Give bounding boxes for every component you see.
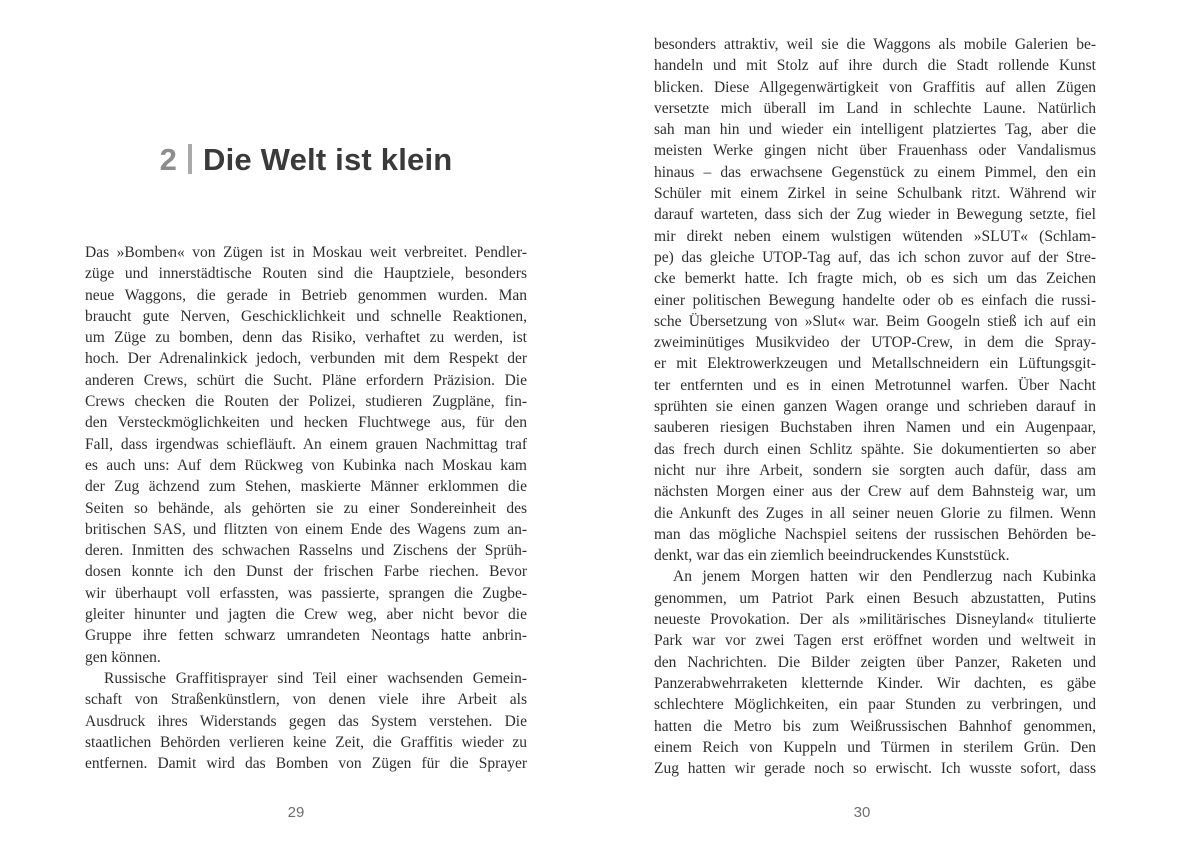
text-line: züge und innerstädtische Routen sind die Hauptziele, besonders bbox=[85, 265, 527, 283]
text-line: sprühten sie einen ganzen Wagen orange und schrieben darauf in bbox=[654, 398, 1096, 416]
text-line: Fall, dass irgendwas schiefläuft. An einem grauen Nachmittag traf bbox=[85, 435, 527, 453]
text-line: es auch uns: Auf dem Rückweg von Kubinka nach Moskau kam bbox=[85, 456, 527, 474]
text-line: gen können. bbox=[85, 648, 161, 666]
text-line: sche Übersetzung von »Slut« war. Beim Googeln stieß ich auf ein bbox=[654, 312, 1096, 330]
text-line: zweiminütiges Musikvideo der UTOP-Crew, in dem die Spray- bbox=[654, 334, 1096, 352]
text-line: Gruppe ihre fetten schwarz umrandeten Neontags hatte anbrin- bbox=[85, 627, 527, 645]
text-line: versetzte mich überall im Land in schlechte Laune. Natürlich bbox=[654, 99, 1096, 117]
text-line: mir direkt neben einem wulstigen wütenden »SLUT« (Schlam- bbox=[654, 227, 1096, 245]
chapter-number: 2 bbox=[159, 142, 178, 177]
left-page-number: 29 bbox=[287, 804, 305, 821]
text-line: Seiten so behände, als gehörten sie zu einer Sondereinheit des bbox=[85, 499, 527, 517]
text-line: neue Waggons, die gerade in Betrieb genommen wurden. Man bbox=[85, 286, 527, 304]
chapter-heading bbox=[85, 138, 527, 182]
left-page-body-text bbox=[85, 242, 527, 774]
text-line: gleiter hinunter und jagten die Crew weg, aber nicht bevor die bbox=[85, 606, 527, 624]
left-page bbox=[85, 0, 527, 854]
text-line: das frech durch einen Schlitz spähte. Sie dokumentierten so aber bbox=[654, 440, 1096, 458]
text-line: Panzerabwehrraketen kletternde Kinder. Wir dachten, es gäbe bbox=[654, 674, 1096, 692]
text-line: cke bemerkt hatte. Ich fragte mich, ob es sich um das Zeichen bbox=[654, 270, 1096, 288]
text-line: An jenem Morgen hatten wir den Pendlerzug nach Kubinka bbox=[673, 568, 1096, 586]
text-line: er mit Elektrowerkzeugen und Metallschneidern ein Lüftungsgit- bbox=[654, 355, 1096, 373]
text-line: nicht nur ihre Arbeit, sondern sie sorgten auch dafür, dass am bbox=[654, 461, 1096, 479]
text-line: britischen SAS, und flitzten von einem Ende des Wagens zum an- bbox=[85, 520, 527, 538]
text-line: neueste Provokation. Der als »militärisches Disneyland« titulierte bbox=[654, 611, 1096, 629]
text-line: pe) das gleiche UTOP-Tag auf, das ich schon zuvor auf der Stre- bbox=[654, 248, 1096, 266]
text-line: Russische Graffitisprayer sind Teil einer wachsenden Gemein- bbox=[104, 669, 527, 687]
text-line: schlechtere Möglichkeiten, ein paar Stunden zu verbringen, und bbox=[654, 696, 1096, 714]
text-line: staatlichen Behörden verlieren keine Zeit, die Graffitis wieder zu bbox=[85, 733, 527, 751]
right-page-number: 30 bbox=[853, 804, 871, 821]
text-line: wir überhaupt voll erfassten, was passierte, sprangen die Zugbe- bbox=[85, 584, 527, 602]
text-line: Park war vor zwei Tagen erst eröffnet worden und weltweit in bbox=[654, 632, 1096, 650]
text-line: darauf warteten, dass sich der Zug wieder in Bewegung setzte, fiel bbox=[654, 206, 1096, 224]
text-line: den Nachrichten. Die Bilder zeigten über Panzer, Raketen und bbox=[654, 653, 1096, 671]
text-line: entfernen. Damit wird das Bomben von Zügen für die Sprayer bbox=[85, 755, 527, 773]
text-line: besonders attraktiv, weil sie die Waggons als mobile Galerien be- bbox=[654, 36, 1096, 53]
text-line: die Ankunft des Zuges in all seiner neuen Glorie zu filmen. Wenn bbox=[654, 504, 1096, 522]
text-line: hoch. Der Adrenalinkick jedoch, verbunden mit dem Respekt der bbox=[85, 350, 527, 368]
text-line: Zug hatten wir gerade noch so erwischt. Ich wusste sofort, dass bbox=[654, 760, 1096, 778]
text-line: sah man hin und wieder ein intelligent platziertes Tag, aber die bbox=[654, 121, 1096, 139]
chapter-separator-bar bbox=[188, 144, 192, 174]
text-line: Schüler mit einem Zirkel in seine Schulbank ritzt. Während wir bbox=[654, 185, 1096, 203]
text-line: um Züge zu bomben, denn das Risiko, verhaftet zu werden, ist bbox=[85, 329, 527, 347]
text-line: der Zug ächzend zum Stehen, maskierte Männer erklommen die bbox=[85, 478, 527, 496]
text-line: hatten die Metro bis zum Weißrussischen Bahnhof genommen, bbox=[654, 717, 1096, 735]
text-line: anderen Crews, schürt die Sucht. Pläne erfordern Präzision. Die bbox=[85, 371, 527, 389]
right-page-body-text bbox=[654, 34, 1096, 779]
text-line: meisten Werke gingen nicht über Frauenhass oder Vandalismus bbox=[654, 142, 1096, 160]
text-line: Ausdruck ihres Widerstands gegen das System verstehen. Die bbox=[85, 712, 527, 730]
text-line: schaft von Straßenkünstlern, von denen viele ihre Arbeit als bbox=[85, 691, 527, 709]
text-line: denkt, war das ein ziemlich beeindruckendes Kunststück. bbox=[654, 547, 1010, 565]
text-line: den Versteckmöglichkeiten und hecken Fluchtwege aus, für den bbox=[85, 414, 527, 432]
text-line: dosen konnte ich den Dunst der frischen Farbe riechen. Bevor bbox=[85, 563, 527, 581]
text-line: einer politischen Bewegung handelte oder ob es einfach die russi- bbox=[654, 291, 1096, 309]
text-line: einem Reich von Kuppeln und Türmen in sterilem Grün. Den bbox=[654, 738, 1096, 756]
right-page bbox=[654, 0, 1096, 854]
text-line: handeln und mit Stolz auf ihre durch die Stadt rollende Kunst bbox=[654, 57, 1096, 75]
text-line: braucht gute Nerven, Geschicklichkeit und schnelle Reaktionen, bbox=[85, 307, 527, 325]
text-line: Das »Bomben« von Zügen ist in Moskau weit verbreitet. Pendler- bbox=[85, 244, 527, 261]
text-line: nächsten Morgen einer aus der Crew auf dem Bahnsteig war, um bbox=[654, 483, 1096, 501]
text-line: hinaus – das erwachsene Gegenstück zu einem Pimmel, den ein bbox=[654, 163, 1096, 181]
chapter-title: Die Welt ist klein bbox=[203, 142, 453, 177]
text-line: blicken. Diese Allgegenwärtigkeit von Graffitis auf allen Zügen bbox=[654, 78, 1096, 96]
text-line: Crews checken die Routen der Polizei, studieren Zugpläne, fin- bbox=[85, 393, 527, 411]
text-line: sauberen riesigen Buchstaben ihren Namen und ein Augenpaar, bbox=[654, 419, 1096, 437]
text-line: ter entfernten und es in einen Metrotunnel warfen. Über Nacht bbox=[654, 376, 1096, 394]
text-line: deren. Inmitten des schwachen Rasselns und Zischens der Sprüh- bbox=[85, 542, 527, 560]
text-line: man das mögliche Nachspiel seitens der russischen Behörden be- bbox=[654, 525, 1096, 543]
text-line: genommen, um Patriot Park einen Besuch abzustatten, Putins bbox=[654, 589, 1096, 607]
